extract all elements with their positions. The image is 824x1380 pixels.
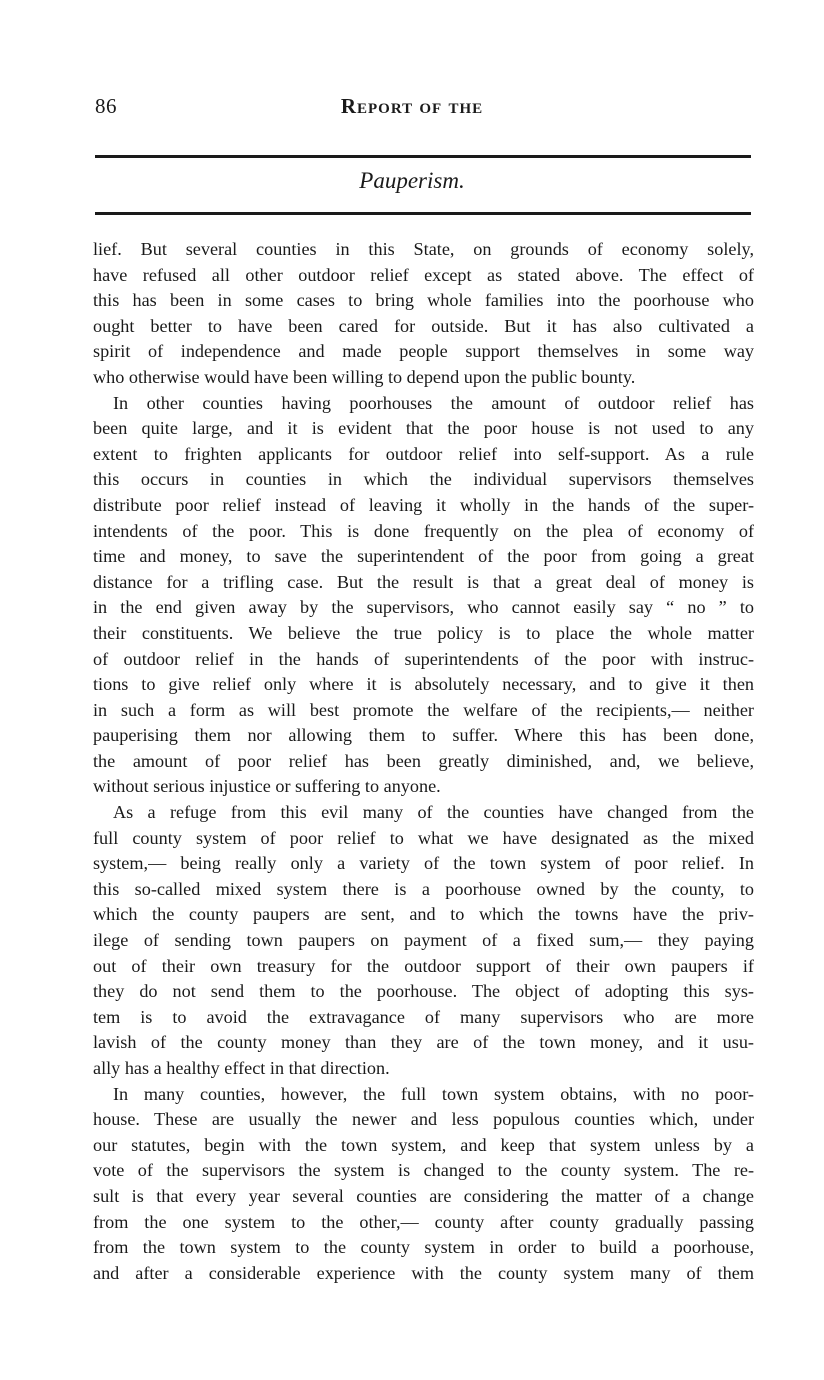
body-text — [93, 237, 754, 1286]
text-line: As a refuge from this evil many of the counties have changed from the — [113, 802, 754, 823]
text-line: of outdoor relief in the hands of superintendents of the poor with instruc- — [93, 648, 754, 669]
text-line: intendents of the poor. This is done frequently on the plea of economy of — [93, 520, 754, 541]
text-line: ilege of sending town paupers on payment of a fixed sum,— they paying — [93, 930, 754, 951]
text-line: without serious injustice or suffering to anyone. — [93, 776, 441, 797]
section-title: Pauperism. — [359, 168, 465, 193]
text-line: in the end given away by the supervisors, who cannot easily say “ no ” to — [93, 597, 754, 618]
text-line: their constituents. We believe the true policy is to place the whole matter — [93, 622, 754, 643]
page-number: 86 — [95, 94, 117, 118]
text-line: the amount of poor relief has been greatly diminished, and, we believe, — [93, 750, 754, 771]
text-line: full county system of poor relief to what we have designated as the mixed — [93, 827, 754, 848]
text-line: time and money, to save the superintendent of the poor from going a great — [93, 546, 754, 567]
header-rule-bottom — [95, 212, 751, 215]
text-line: who otherwise would have been willing to depend upon the public bounty. — [93, 366, 636, 387]
text-line: extent to frighten applicants for outdoor relief into self-support. As a rule — [93, 443, 754, 464]
running-head: Report of the — [340, 94, 484, 118]
text-line: system,— being really only a variety of the town system of poor relief. In — [93, 853, 754, 874]
text-line: lief. But several counties in this State, on grounds of economy solely, — [93, 239, 754, 259]
text-line: lavish of the county money than they are of the town money, and it usu- — [93, 1032, 754, 1053]
text-line: vote of the supervisors the system is changed to the county system. The re- — [93, 1160, 754, 1181]
text-line: In many counties, however, the full town system obtains, with no poor- — [113, 1083, 754, 1104]
text-line: pauperising them nor allowing them to suffer. Where this has been done, — [93, 725, 754, 746]
text-line: this occurs in counties in which the individual supervisors themselves — [93, 469, 754, 490]
text-line: tions to give relief only where it is absolutely necessary, and to give it then — [93, 674, 754, 695]
text-line: distance for a trifling case. But the result is that a great deal of money is — [93, 571, 754, 592]
text-line: out of their own treasury for the outdoor support of their own paupers if — [93, 955, 754, 976]
text-line: spirit of independence and made people support themselves in some way — [93, 341, 754, 362]
text-line: this has been in some cases to bring whole families into the poorhouse who — [93, 290, 754, 311]
text-line: in such a form as will best promote the welfare of the recipients,— neither — [93, 699, 754, 720]
text-line: from the town system to the county system in order to build a poorhouse, — [93, 1237, 754, 1258]
text-line: and after a considerable experience with the county system many of them — [93, 1262, 754, 1283]
text-line: from the one system to the other,— county after county gradually passing — [93, 1211, 754, 1232]
text-line: sult is that every year several counties are considering the matter of a change — [93, 1185, 754, 1206]
text-line: ally has a healthy effect in that direction. — [93, 1058, 390, 1078]
text-line: house. These are usually the newer and less populous counties which, under — [93, 1109, 754, 1130]
text-line: this so-called mixed system there is a poorhouse owned by the county, to — [93, 878, 754, 899]
text-line: they do not send them to the poorhouse. The object of adopting this sys- — [93, 981, 754, 1002]
text-line: which the county paupers are sent, and to which the towns have the priv- — [93, 904, 754, 925]
header-rule-top — [95, 155, 751, 158]
text-line: our statutes, begin with the town system, and keep that system unless by a — [93, 1134, 754, 1155]
text-line: tem is to avoid the extravagance of many supervisors who are more — [93, 1006, 754, 1027]
text-line: ought better to have been cared for outside. But it has also cultivated a — [93, 315, 754, 336]
text-line: In other counties having poorhouses the amount of outdoor relief has — [113, 392, 754, 413]
text-line: been quite large, and it is evident that the poor house is not used to any — [93, 418, 754, 439]
text-line: distribute poor relief instead of leaving it wholly in the hands of the super- — [93, 494, 754, 515]
text-line: have refused all other outdoor relief except as stated above. The effect of — [93, 264, 754, 285]
